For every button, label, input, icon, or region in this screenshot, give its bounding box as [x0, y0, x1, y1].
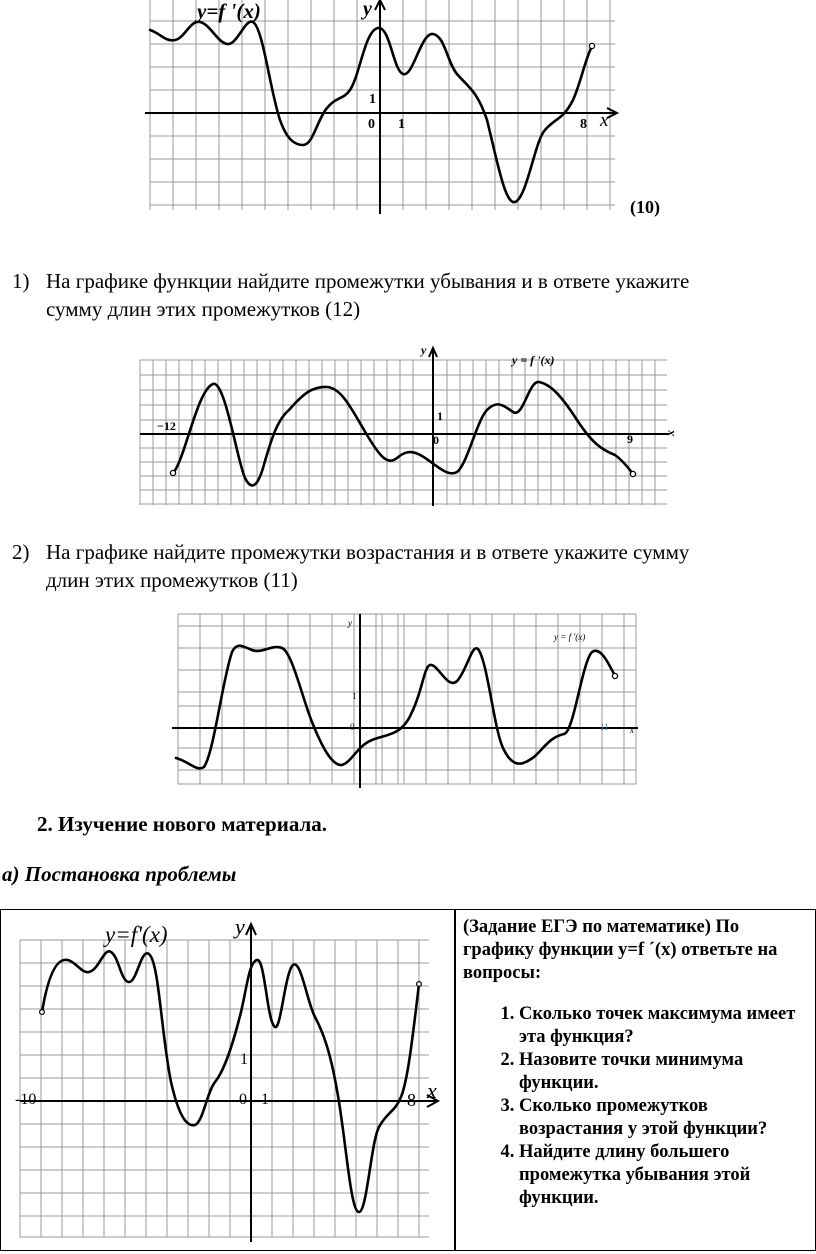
graph-2-nine: 9 [627, 432, 633, 446]
graph-3-curve [176, 646, 615, 769]
graph-2-start-point [170, 470, 175, 475]
graph-1-curve [150, 22, 592, 203]
task-text [463, 916, 813, 1210]
question-2-line-2: длин этих промежутков (11) [46, 568, 298, 592]
task-questions [463, 1003, 813, 1210]
graph-2-minus12: −12 [157, 419, 176, 433]
graph-4-one-y: 1 [240, 1051, 248, 1068]
task-intro: (Задание ЕГЭ по математике) По графику функции y=f ´(x) ответьте на вопросы: [463, 917, 778, 983]
graph-4-grid [20, 940, 429, 1237]
graph-4-y-label: y [235, 914, 245, 939]
graph-4-origin: 0 [239, 1091, 247, 1108]
question-2-line-1: На графике найдите промежутки возрастания и в ответе укажите сумму [46, 540, 690, 564]
graph-4 [9, 912, 449, 1246]
task-table [0, 909, 816, 1251]
graph-3-one-y: 1 [352, 691, 357, 701]
question-2-number: 2) [12, 540, 30, 564]
graph-4-func-label: y=f'(x) [105, 922, 168, 947]
graph-3-y-label: y [348, 618, 352, 628]
graph-4-x-label: x [427, 1078, 437, 1103]
question-2 [12, 539, 812, 595]
graph-2-end-point [630, 471, 635, 476]
graph-3-x-label: x [630, 725, 634, 735]
question-1-line-2: сумму длин этих промежутков (12) [46, 297, 361, 321]
graph-3-func-label: y = f '(x) [554, 632, 586, 642]
graph-4-minus10: -10 [15, 1091, 37, 1108]
section-subheading: а) Постановка проблемы [2, 862, 237, 886]
graph-2-func-label: y = f '(x) [512, 353, 555, 367]
task-question-4: 4. Найдите длину большего промежутка убывания этой функции. [519, 1141, 813, 1210]
graph-1-x-label: x [600, 110, 609, 131]
graph-1-grid [150, 0, 615, 210]
graph-3-endpoint [612, 673, 617, 678]
question-1-line-1: На графике функции найдите промежутки убывания и в ответе укажите [46, 269, 690, 293]
graph-1-one-y: 1 [369, 92, 376, 107]
graph-4-eight: 8 [407, 1090, 416, 1110]
question-1 [12, 268, 812, 324]
graph-1-func-label: y=f '(x) [197, 0, 261, 23]
graph-4-one-x: 1 [261, 1091, 269, 1108]
question-1-number: 1) [12, 269, 30, 293]
graph-2-grid [140, 360, 667, 505]
graph-4-end-point [417, 982, 422, 987]
task-question-3: 3. Сколько промежутков возрастания у этой функции? [519, 1095, 813, 1141]
table-divider [454, 910, 456, 1250]
graph-2-y-label: y [421, 343, 427, 357]
graph-3-eleven: 11 [600, 722, 609, 732]
graph-3 [172, 612, 642, 790]
graph-1-score: (10) [630, 197, 660, 217]
task-question-2: 2. Назовите точки минимума функции. [519, 1049, 813, 1095]
graph-1-y-label: y [363, 0, 372, 20]
graph-1-endpoint [589, 43, 594, 48]
graph-2-origin: 0 [433, 433, 439, 447]
graph-1-one-x: 1 [398, 117, 405, 132]
graph-4-start-point [40, 1010, 45, 1015]
graph-2-x-label: x [663, 430, 677, 436]
graph-1 [145, 0, 620, 215]
task-question-1: 1. Сколько точек максимума имеет эта функция? [519, 1003, 813, 1049]
section-heading: 2. Изучение нового материала. [37, 812, 328, 836]
graph-2-one-y: 1 [437, 409, 443, 423]
graph-1-origin: 0 [368, 117, 375, 132]
graph-1-eight: 8 [580, 117, 587, 132]
graph-2 [137, 340, 682, 508]
graph-3-origin: 0 [350, 722, 355, 732]
